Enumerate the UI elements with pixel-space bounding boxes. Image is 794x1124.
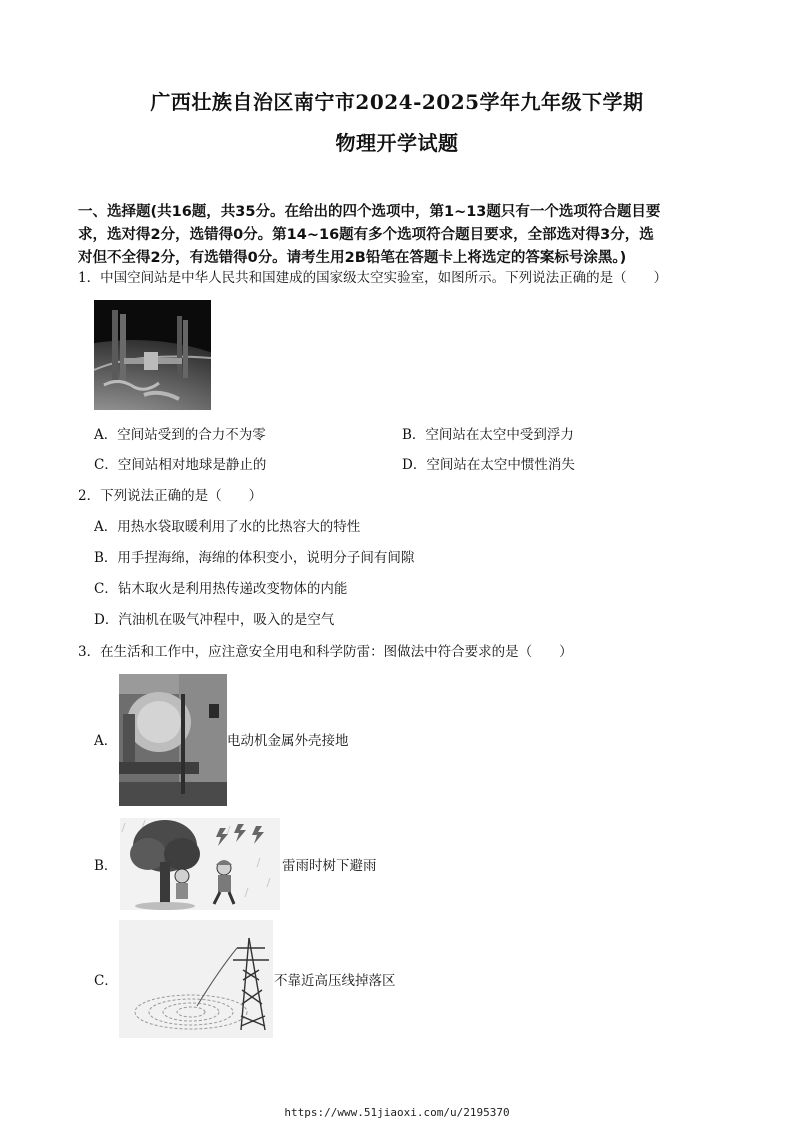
q2-option-c: C．钻木取火是利用热传递改变物体的内能 [94,581,348,597]
high-voltage-image [119,920,273,1038]
q3-option-a-letter: A． [94,733,118,749]
question-3-stem: 3．在生活和工作中，应注意安全用电和科学防雷：图做法中符合要求的是（ ） [78,644,573,660]
thunderstorm-tree-image [120,818,280,910]
page-title: 广西壮族自治区南宁市2024-2025学年九年级下学期 [150,90,644,114]
space-station-illustration [94,300,211,410]
section-line-1: 一、选择题(共16题，共35分。在给出的四个选项中，第1~13题只有一个选项符合题目要 [78,204,661,220]
q3-option-c-letter: C． [94,973,118,989]
q1-option-b: B．空间站在太空中受到浮力 [402,427,574,443]
power-tower-illustration [119,920,273,1038]
q1-option-d: D．空间站在太空中惯性消失 [402,457,575,473]
electric-motor-illustration [119,674,227,806]
q3-option-b-letter: B． [94,858,118,874]
q2-option-a: A．用热水袋取暖利用了水的比热容大的特性 [94,519,361,535]
section-line-3: 对但不全得2分，有选错得0分。请考生用2B铅笔在答题卡上将选定的答案标号涂黑。) [78,250,627,266]
page-subtitle: 物理开学试题 [335,131,459,155]
section-line-2: 求，选对得2分，选错得0分。第14~16题有多个选项符合题目要求，全部选对得3分，选 [78,227,654,243]
space-station-image [94,300,211,410]
question-1-stem: 1．中国空间站是中华人民共和国建成的国家级太空实验室，如图所示。下列说法正确的是（ ） [78,270,668,286]
q1-option-a: A．空间站受到的合力不为零 [94,427,266,443]
footer-url[interactable]: https://www.51jiaoxi.com/u/2195370 [284,1106,510,1119]
q3-option-a-text: 电动机金属外壳接地 [227,733,349,749]
q2-option-d: D．汽油机在吸气冲程中，吸入的是空气 [94,612,335,628]
q1-option-c: C．空间站相对地球是静止的 [94,457,267,473]
q3-option-c-text: 不靠近高压线掉落区 [274,973,396,989]
q2-option-b: B．用手捏海绵，海绵的体积变小，说明分子间有间隙 [94,550,415,566]
q3-option-b-text: 雷雨时树下避雨 [282,858,377,874]
tree-lightning-illustration [120,818,280,910]
question-2-stem: 2．下列说法正确的是（ ） [78,488,263,504]
motor-grounding-image [119,674,227,806]
section-instructions [78,201,728,270]
